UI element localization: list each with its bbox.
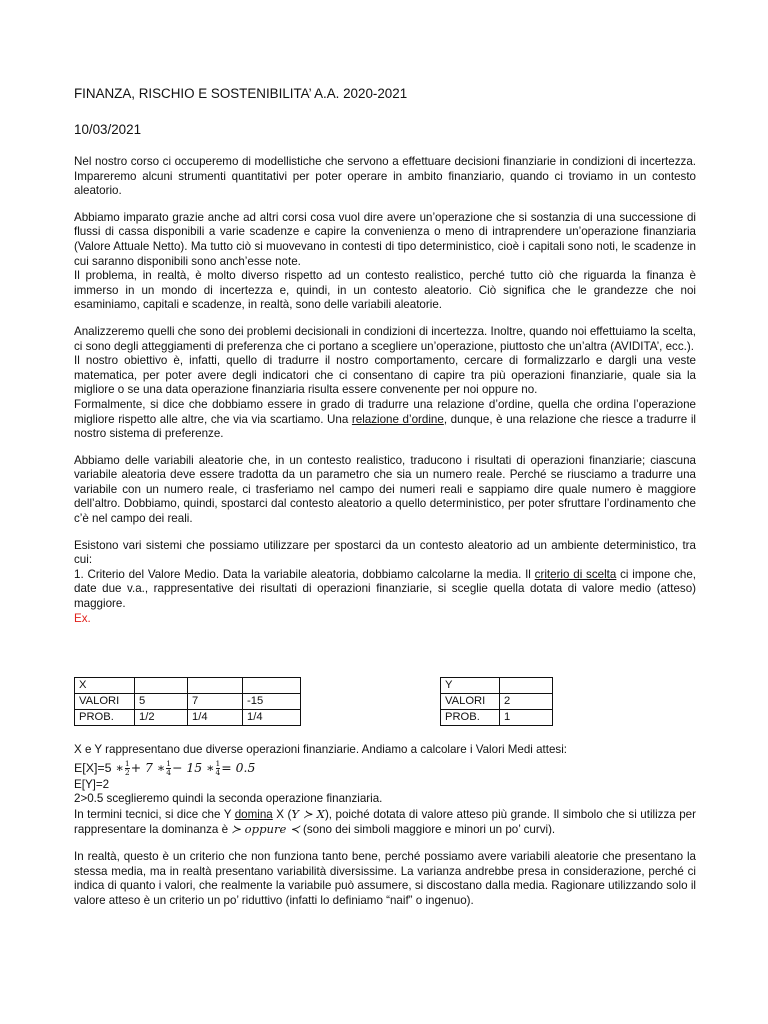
- criterion-term: criterio di scelta: [534, 567, 617, 581]
- order-relation-text-end: , dunque, è una relazione che riesce a tradurre il nostro sistema di preferenze.: [74, 412, 696, 441]
- table-cell: [243, 678, 301, 694]
- paragraph-mean-criterion: [74, 568, 696, 612]
- dominance-text-start: In termini tecnici, si dice che Y: [74, 807, 235, 821]
- fraction-one-quarter: $\frac{1}{4}$: [215, 758, 221, 777]
- table-cell: VALORI: [441, 694, 500, 710]
- paragraph-variance: In realtà, questo è un criterio che non funziona tanto bene, perché possiamo avere variabili aleatorie che presentano la stessa media, ma in realtà presentano variabilità diversissime. La varianza andrebbe presa in considerazione, perché ci indica di quanto i valori, che realmente la variabile può assumere, si discostano dalla media. Ragionare utilizzando solo il valore atteso è un criterio un po’ riduttivo (infatti lo definiamo “naif” o ingenuo).: [74, 849, 696, 907]
- fraction-one-quarter: $\frac{1}{4}$: [166, 758, 172, 777]
- table-cell: [188, 678, 243, 694]
- analysis-text: [74, 743, 696, 908]
- table-cell: -15: [243, 694, 301, 710]
- criterion-text-start: 1. Criterio del Valore Medio. Data la variabile aleatoria, dobbiamo calcolarne la media. Il: [74, 567, 535, 581]
- paragraph-random-variables: Abbiamo delle variabili aleatorie che, in un contesto realistico, traducono i risultati di operazioni finanziarie; ciascuna variabile aleatoria deve essere tradotta da un parametro che sia un numero reale. Perché se riusciamo a tradurre una variabile con un numero reale, ci trasferiamo nel campo dei numeri reali e sappiamo dire quale numero è maggiore dell’altro. Dobbiamo, quindi, spostarci dal contesto aleatorio a quello deterministico, per poter sfruttare l’ordinamento che c’è nel campo dei reali.: [74, 453, 696, 526]
- paragraph-intro: Nel nostro corso ci occuperemo di modellistiche che servono a effettuare decisioni finanziarie in condizioni di incertezza. Impareremo alcuni strumenti quantitativi per poter operare in ambito finanziario, quando ci troviamo in un contesto aleatorio.: [74, 155, 696, 198]
- table-y: [440, 677, 553, 726]
- paragraph-dominance: [74, 807, 696, 838]
- example-label: Ex.: [74, 611, 91, 625]
- main-text: [74, 155, 696, 626]
- paragraph-expected-values: X e Y rappresentano due diverse operazioni finanziarie. Andiamo a calcolare i Valori Medi attesi:: [74, 743, 568, 756]
- paragraph-decisions: Analizzeremo quelli che sono dei problemi decisionali in condizioni di incertezza. Inoltre, quando noi effettuiamo la scelta, ci sono degli atteggiamenti di preferenza che ci portano a scegliere un’operazione, piuttosto che un’altra (AVIDITA’, ecc.).: [74, 324, 696, 353]
- table-cell: [135, 678, 188, 694]
- paragraph-deterministic: Abbiamo imparato grazie anche ad altri corsi cosa vuol dire avere un’operazione che si sostanzia di una successione di flussi di cassa disponibili a varie scadenze e capire la convenienza o meno di intraprendere un’operazione finanziaria (Valore Attuale Netto). Ma tutto ciò si muovevano in contesti di tipo deterministico, cioè i capitali sono noti, le scadenze in cui saranno disponibili sono anch’esse note.: [74, 210, 696, 268]
- lecture-date: 10/03/2021: [74, 122, 142, 137]
- dominance-text-end: (sono dei simboli maggiore e minori un po’ curvi).: [299, 823, 556, 837]
- table-row: [75, 694, 301, 710]
- dominance-text-post: ), poiché dotata di valore atteso più grande. Il simbolo che si utilizza per rappresentare la dominanza è: [74, 807, 696, 837]
- table-cell: [500, 678, 553, 694]
- paragraph-order-relation: [74, 398, 696, 442]
- table-cell: 1: [500, 710, 553, 726]
- table-cell: PROB.: [441, 710, 500, 726]
- table-cell: 1/4: [188, 710, 243, 726]
- table-cell: 7: [188, 694, 243, 710]
- dominance-formula: Y ≻ X: [291, 806, 325, 821]
- table-row: [441, 694, 553, 710]
- table-cell: 1/4: [243, 710, 301, 726]
- dominance-symbols: ≻ oppure ≺: [231, 822, 300, 837]
- formula-label: E[X]=5: [74, 760, 112, 775]
- table-cell: Y: [441, 678, 500, 694]
- paragraph-objective: Il nostro obiettivo è, infatti, quello di tradurre il nostro comportamento, cercare di formalizzarlo e dargli una veste matematica, per poter avere degli indicatori che ci consentano di capire tra più operazioni finanziarie, quale sia la migliore o se una data operazione finanziaria risulta essere convenente per noi oppure no.: [74, 354, 696, 397]
- table-cell: 5: [135, 694, 188, 710]
- order-relation-term: relazione d’ordine: [351, 412, 444, 426]
- dominance-text-mid: X (: [272, 807, 292, 821]
- table-row: [75, 710, 301, 726]
- table-cell: 1/2: [135, 710, 188, 726]
- order-relation-text-start: Formalmente, si dice che dobbiamo essere in grado di tradurre una relazione d’ordine, quella che ordina l’operazione migliore rispetto alle altre, che via via scartiamo. Una: [74, 397, 696, 426]
- table-cell: VALORI: [75, 694, 135, 710]
- document-title: FINANZA, RISCHIO E SOSTENIBILITA’ A.A. 2020-2021: [74, 86, 408, 101]
- paragraph-systems: Esistono vari sistemi che possiamo utilizzare per spostarci da un contesto aleatorio ad un ambiente deterministico, tra cui:: [74, 538, 696, 567]
- table-row: [441, 710, 553, 726]
- paragraph-conclusion: 2>0.5 sceglieremo quindi la seconda operazione finanziaria.: [74, 792, 383, 806]
- table-y-header: [441, 678, 553, 694]
- table-cell: 2: [500, 694, 553, 710]
- dominance-term: domina: [234, 807, 273, 821]
- table-x-header: [75, 678, 301, 694]
- table-x: [74, 677, 301, 726]
- criterion-text-end: ci impone che, date due v.a., rappresentative dei risultati di operazioni finanziarie, si sceglie quella dotata di valore medio (atteso) maggiore.: [74, 567, 696, 611]
- fraction-one-half: $\frac{1}{2}$: [124, 758, 130, 777]
- table-cell: X: [75, 678, 135, 694]
- table-cell: PROB.: [75, 710, 135, 726]
- expected-value-y: E[Y]=2: [74, 777, 110, 791]
- paragraph-aleatory: Il problema, in realtà, è molto diverso rispetto ad un contesto realistico, perché tutto ciò che riguarda la finanza è immerso in un mondo di incertezza e, quindi, in un contesto aleatorio. Ciò significa che le grandezze che noi esaminiamo, capitali e scadenze, in realtà, sono delle variabili aleatorie.: [74, 269, 696, 312]
- expected-value-x-formula: E[X]=5 ∗ $\frac{1}{2}$ + 7 ∗ $\frac{1}{4}$ − 15 ∗ $\frac{1}{4}$ = 0.5: [74, 758, 256, 777]
